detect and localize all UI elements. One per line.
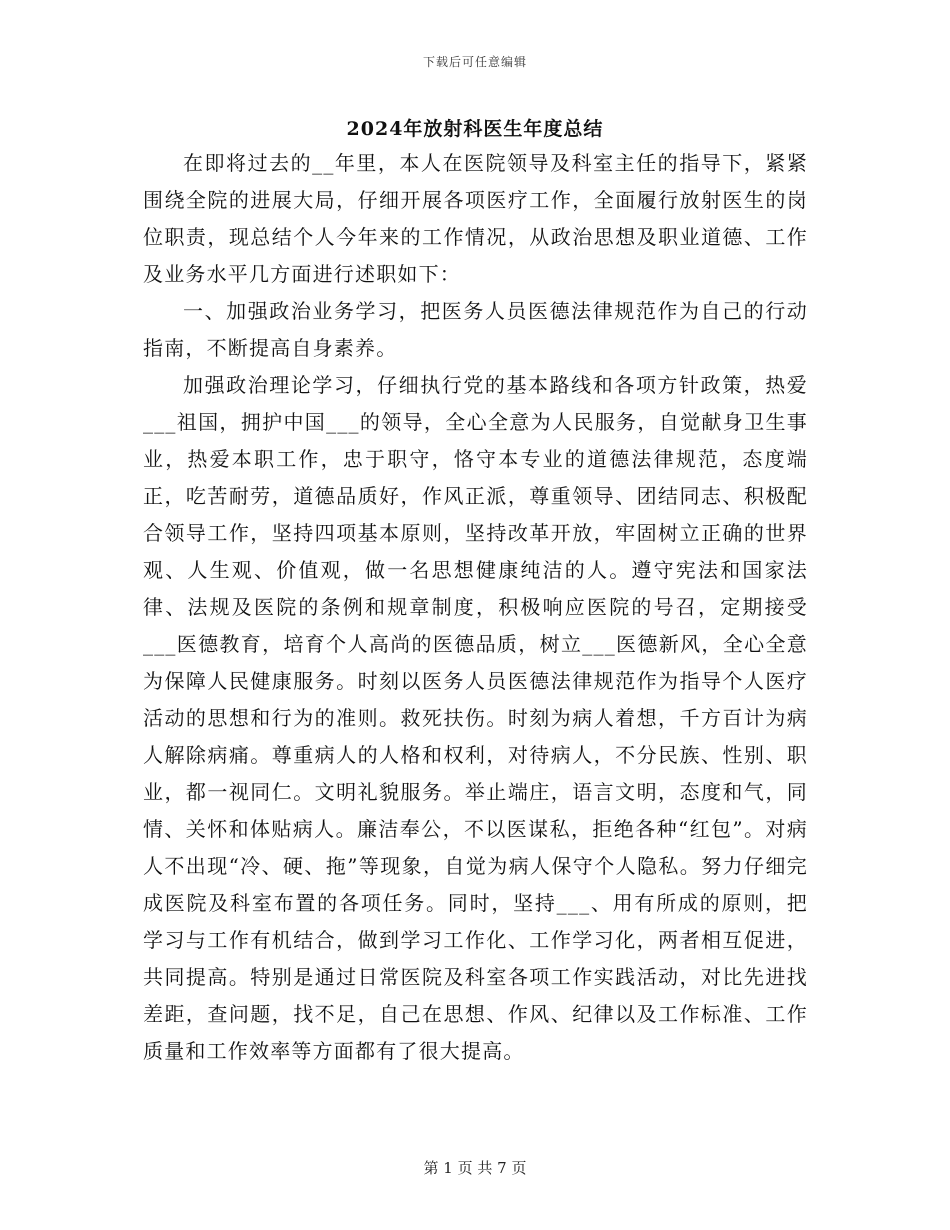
paragraph-intro: 在即将过去的__年里，本人在医院领导及科室主任的指导下，紧紧围绕全院的进展大局，仔细开展各项医疗工作，全面履行放射医生的岗位职责，现总结个人今年来的工作情况，从政治思想及职业道德、工作及业务水平几方面进行述职如下： (143, 151, 808, 286)
document-body (143, 145, 808, 1070)
page-footer: 第 1 页 共 7 页 (423, 1159, 527, 1177)
paragraph-political-study: 加强政治理论学习，仔细执行党的基本路线和各项方针政策，热爱___祖国，拥护中国___的领导，全心全意为人民服务，自觉献身卫生事业，热爱本职工作，忠于职守，恪守本专业的道德法律规范，态度端正，吃苦耐劳，道德品质好，作风正派，尊重领导、团结同志、积极配合领导工作，坚持四项基本原则，坚持改革开放，牢固树立正确的世界观、人生观、价值观，做一名思想健康纯洁的人。遵守宪法和国家法律、法规及医院的条例和规章制度，积极响应医院的号召，定期接受___医德教育，培育个人高尚的医德品质，树立___医德新风，全心全意为保障人民健康服务。时刻以医务人员医德法律规范作为指导个人医疗活动的思想和行为的准则。救死扶伤。时刻为病人着想，千方百计为病人解除病痛。尊重病人的人格和权利，对待病人，不分民族、性别、职业，都一视同仁。文明礼貌服务。举止端庄，语言文明，态度和气，同情、关怀和体贴病人。廉洁奉公，不以医谋私，拒绝各种“红包”。对病人不出现“冷、硬、拖”等现象，自觉为病人保守个人隐私。努力仔细完成医院及科室布置的各项任务。同时，坚持___、用有所成的原则，把学习与工作有机结合，做到学习工作化、工作学习化，两者相互促进，共同提高。特别是通过日常医院及科室各项工作实践活动，对比先进找差距，查问题，找不足，自己在思想、作风、纪律以及工作标准、工作质量和工作效率等方面都有了很大提高。 (143, 373, 808, 1063)
paragraph-section-heading: 一、加强政治业务学习，把医务人员医德法律规范作为自己的行动指南，不断提高自身素养。 (143, 299, 808, 360)
header-note: 下载后可任意编辑 (422, 55, 527, 69)
document-title: 2024年放射科医生年度总结 (346, 118, 604, 140)
